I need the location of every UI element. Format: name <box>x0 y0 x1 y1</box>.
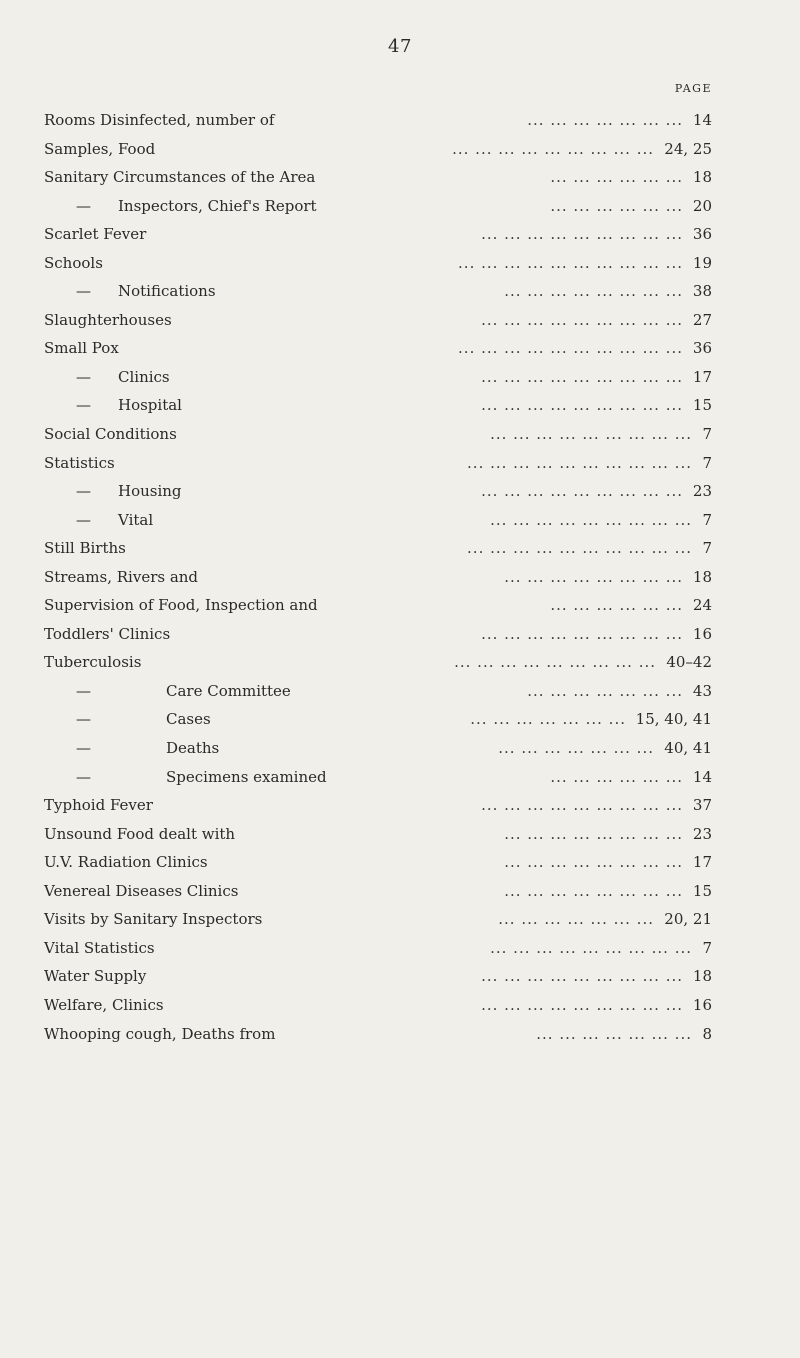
entry-label: Schools <box>44 253 103 272</box>
entry-label: Vital <box>118 510 154 529</box>
entry-page-ref: 27 <box>692 310 712 329</box>
index-entry <box>44 734 712 763</box>
index-entry <box>44 163 712 192</box>
entry-page-ref: 40–42 <box>666 653 712 672</box>
entry-page-ref: 15, 40, 41 <box>635 710 712 729</box>
index-entry <box>44 534 712 563</box>
entry-label: Clinics <box>118 367 170 386</box>
entry-label: Supervision of Food, Inspection and <box>44 596 318 615</box>
ditto-dash: — <box>76 396 91 415</box>
entry-label: Whooping cough, Deaths from <box>44 1024 276 1043</box>
index-entry <box>44 506 712 535</box>
ditto-dash: — <box>76 482 91 501</box>
entry-page-ref: 18 <box>692 168 712 187</box>
entry-label: Unsound Food dealt with <box>44 824 236 843</box>
ditto-dash: — <box>76 767 91 786</box>
leader-dots: ... ... ... ... ... ... ... ... ... ... <box>467 539 692 558</box>
entry-label: Slaughterhouses <box>44 310 172 329</box>
entry-page-ref: 24, 25 <box>664 139 712 158</box>
entry-label: Toddlers' Clinics <box>44 624 171 643</box>
index-entry <box>44 962 712 991</box>
index-entry <box>44 763 712 792</box>
ditto-dash: — <box>76 710 91 729</box>
index-entry <box>44 563 712 592</box>
ditto-dash: — <box>76 367 91 386</box>
index-entry <box>44 591 712 620</box>
entry-label: Rooms Disinfected, number of <box>44 111 275 129</box>
leader-dots: ... ... ... ... ... ... <box>550 168 683 187</box>
entry-page-ref: 17 <box>692 367 712 386</box>
entry-page-ref: 7 <box>702 539 712 558</box>
index-entry <box>44 648 712 677</box>
index-entry <box>44 334 712 363</box>
index-entry <box>44 934 712 963</box>
index-entry <box>44 677 712 706</box>
entry-page-ref: 36 <box>692 339 712 358</box>
entry-label: Small Pox <box>44 339 119 358</box>
index-entry <box>44 477 712 506</box>
index-entry <box>44 363 712 392</box>
index-entry <box>44 905 712 934</box>
index-entry <box>44 106 712 135</box>
index-entry <box>44 420 712 449</box>
index-entry <box>44 220 712 249</box>
ditto-dash: — <box>76 510 91 529</box>
entry-label: Care Committee <box>166 681 291 700</box>
entry-page-ref: 23 <box>692 824 712 843</box>
leader-dots: ... ... ... ... ... ... <box>550 196 683 215</box>
leader-dots: ... ... ... ... ... ... ... <box>527 111 683 129</box>
entry-label: Scarlet Fever <box>44 225 147 244</box>
entry-page-ref: 16 <box>692 624 712 643</box>
entry-label: Inspectors, Chief's Report <box>118 196 317 215</box>
leader-dots: ... ... ... ... ... ... ... <box>470 710 626 729</box>
entry-label: Welfare, Clinics <box>44 995 164 1014</box>
leader-dots: ... ... ... ... ... ... ... ... ... <box>481 396 683 415</box>
leader-dots: ... ... ... ... ... ... ... ... ... <box>481 482 683 501</box>
entry-label: Deaths <box>166 739 220 758</box>
page-column-heading: PAGE <box>674 82 712 95</box>
entry-page-ref: 20 <box>692 196 712 215</box>
entry-label: Sanitary Circumstances of the Area <box>44 168 316 187</box>
entry-label: Tuberculosis <box>44 653 142 672</box>
ditto-dash: — <box>76 739 91 758</box>
entry-label: Housing <box>118 482 182 501</box>
entry-page-ref: 14 <box>692 111 712 129</box>
entry-label: Vital Statistics <box>44 938 155 957</box>
leader-dots: ... ... ... ... ... ... ... <box>498 910 654 929</box>
index-entry <box>44 192 712 221</box>
entry-page-ref: 7 <box>702 453 712 472</box>
entry-label: Hospital <box>118 396 182 415</box>
entry-page-ref: 24 <box>692 596 712 615</box>
entry-page-ref: 40, 41 <box>664 739 712 758</box>
leader-dots: ... ... ... ... ... ... <box>550 767 683 786</box>
entry-label: U.V. Radiation Clinics <box>44 853 208 872</box>
entry-page-ref: 18 <box>692 567 712 586</box>
entry-page-ref: 37 <box>692 796 712 815</box>
entry-page-ref: 15 <box>692 396 712 415</box>
ditto-dash: — <box>76 681 91 700</box>
leader-dots: ... ... ... ... ... ... ... ... ... <box>481 624 683 643</box>
entry-page-ref: 8 <box>702 1024 712 1043</box>
index-entry <box>44 249 712 278</box>
leader-dots: ... ... ... ... ... ... ... ... <box>504 567 683 586</box>
entry-page-ref: 7 <box>702 425 712 444</box>
entry-page-ref: 23 <box>692 482 712 501</box>
entry-page-ref: 17 <box>692 853 712 872</box>
index-entry <box>44 449 712 478</box>
leader-dots: ... ... ... ... ... ... ... ... ... <box>490 938 692 957</box>
index-list <box>44 106 712 1048</box>
entry-page-ref: 7 <box>702 938 712 957</box>
entry-label: Social Conditions <box>44 425 177 444</box>
entry-page-ref: 14 <box>692 767 712 786</box>
index-entry <box>44 620 712 649</box>
entry-label: Water Supply <box>44 967 147 986</box>
leader-dots: ... ... ... ... ... ... ... <box>527 681 683 700</box>
ditto-dash: — <box>76 282 91 301</box>
leader-dots: ... ... ... ... ... ... ... ... ... <box>481 367 683 386</box>
index-entry <box>44 1020 712 1049</box>
leader-dots: ... ... ... ... ... ... ... ... ... <box>452 139 654 158</box>
index-entry <box>44 991 712 1020</box>
entry-label: Still Births <box>44 539 126 558</box>
leader-dots: ... ... ... ... ... ... ... ... ... <box>454 653 656 672</box>
index-entry <box>44 391 712 420</box>
entry-page-ref: 43 <box>692 681 712 700</box>
entry-label: Cases <box>166 710 211 729</box>
page-number: 47 <box>388 36 412 57</box>
leader-dots: ... ... ... ... ... ... ... ... ... ... <box>458 253 683 272</box>
leader-dots: ... ... ... ... ... ... ... ... ... <box>481 225 683 244</box>
entry-label: Visits by Sanitary Inspectors <box>44 910 263 929</box>
leader-dots: ... ... ... ... ... ... ... ... ... <box>481 796 683 815</box>
index-entry <box>44 277 712 306</box>
entry-page-ref: 19 <box>692 253 712 272</box>
leader-dots: ... ... ... ... ... ... ... ... <box>504 282 683 301</box>
leader-dots: ... ... ... ... ... ... ... ... ... <box>481 310 683 329</box>
leader-dots: ... ... ... ... ... ... ... ... ... <box>481 995 683 1014</box>
entry-page-ref: 7 <box>702 510 712 529</box>
entry-page-ref: 18 <box>692 967 712 986</box>
leader-dots: ... ... ... ... ... ... ... ... ... ... <box>458 339 683 358</box>
entry-page-ref: 16 <box>692 995 712 1014</box>
leader-dots: ... ... ... ... ... ... ... ... ... <box>481 967 683 986</box>
index-entry <box>44 848 712 877</box>
index-entry <box>44 877 712 906</box>
index-entry <box>44 791 712 820</box>
entry-label: Notifications <box>118 282 216 301</box>
entry-page-ref: 38 <box>692 282 712 301</box>
leader-dots: ... ... ... ... ... ... ... ... <box>504 853 683 872</box>
leader-dots: ... ... ... ... ... ... ... ... <box>504 824 683 843</box>
leader-dots: ... ... ... ... ... ... ... ... ... ... <box>467 453 692 472</box>
entry-label: Venereal Diseases Clinics <box>44 881 239 900</box>
entry-page-ref: 15 <box>692 881 712 900</box>
leader-dots: ... ... ... ... ... ... ... <box>498 739 654 758</box>
leader-dots: ... ... ... ... ... ... ... ... ... <box>490 425 692 444</box>
entry-label: Statistics <box>44 453 115 472</box>
ditto-dash: — <box>76 196 91 215</box>
leader-dots: ... ... ... ... ... ... <box>550 596 683 615</box>
entry-page-ref: 36 <box>692 225 712 244</box>
index-entry <box>44 135 712 164</box>
leader-dots: ... ... ... ... ... ... ... ... <box>504 881 683 900</box>
entry-label: Samples, Food <box>44 139 156 158</box>
index-entry <box>44 705 712 734</box>
index-entry <box>44 820 712 849</box>
leader-dots: ... ... ... ... ... ... ... <box>536 1024 692 1043</box>
leader-dots: ... ... ... ... ... ... ... ... ... <box>490 510 692 529</box>
index-entry <box>44 306 712 335</box>
entry-label: Specimens examined <box>166 767 327 786</box>
entry-page-ref: 20, 21 <box>664 910 712 929</box>
entry-label: Streams, Rivers and <box>44 567 199 586</box>
entry-label: Typhoid Fever <box>44 796 153 815</box>
